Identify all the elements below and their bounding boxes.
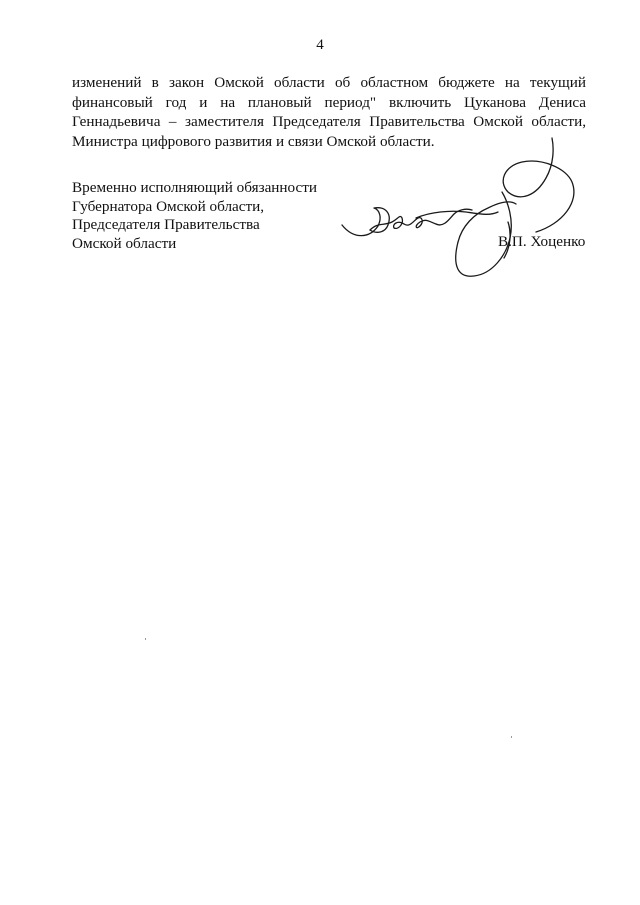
position-line: Председателя Правительства [72,216,260,233]
paragraph-line: изменений в закон Омской области об областном бюджете на текущий [72,74,586,91]
position-line: Временно исполняющий обязанности [72,179,318,196]
signer-name: В.П. Хоценко [498,233,586,250]
paragraph-line: Геннадьевича – заместителя Председателя Правительства Омской области, [72,113,586,130]
handwritten-signature [340,130,580,280]
scan-speck [511,736,512,738]
position-line: Губернатора Омской области, [72,197,265,215]
signatory-position [72,179,317,253]
position-line: Омской области [72,234,177,252]
paragraph-line: финансовый год и на плановый период" включить Цуканова Дениса [72,93,586,111]
paragraph-line: Министра цифрового развития и связи Омской области. [72,132,435,150]
scan-speck [145,638,146,640]
page-number: 4 [316,37,324,53]
